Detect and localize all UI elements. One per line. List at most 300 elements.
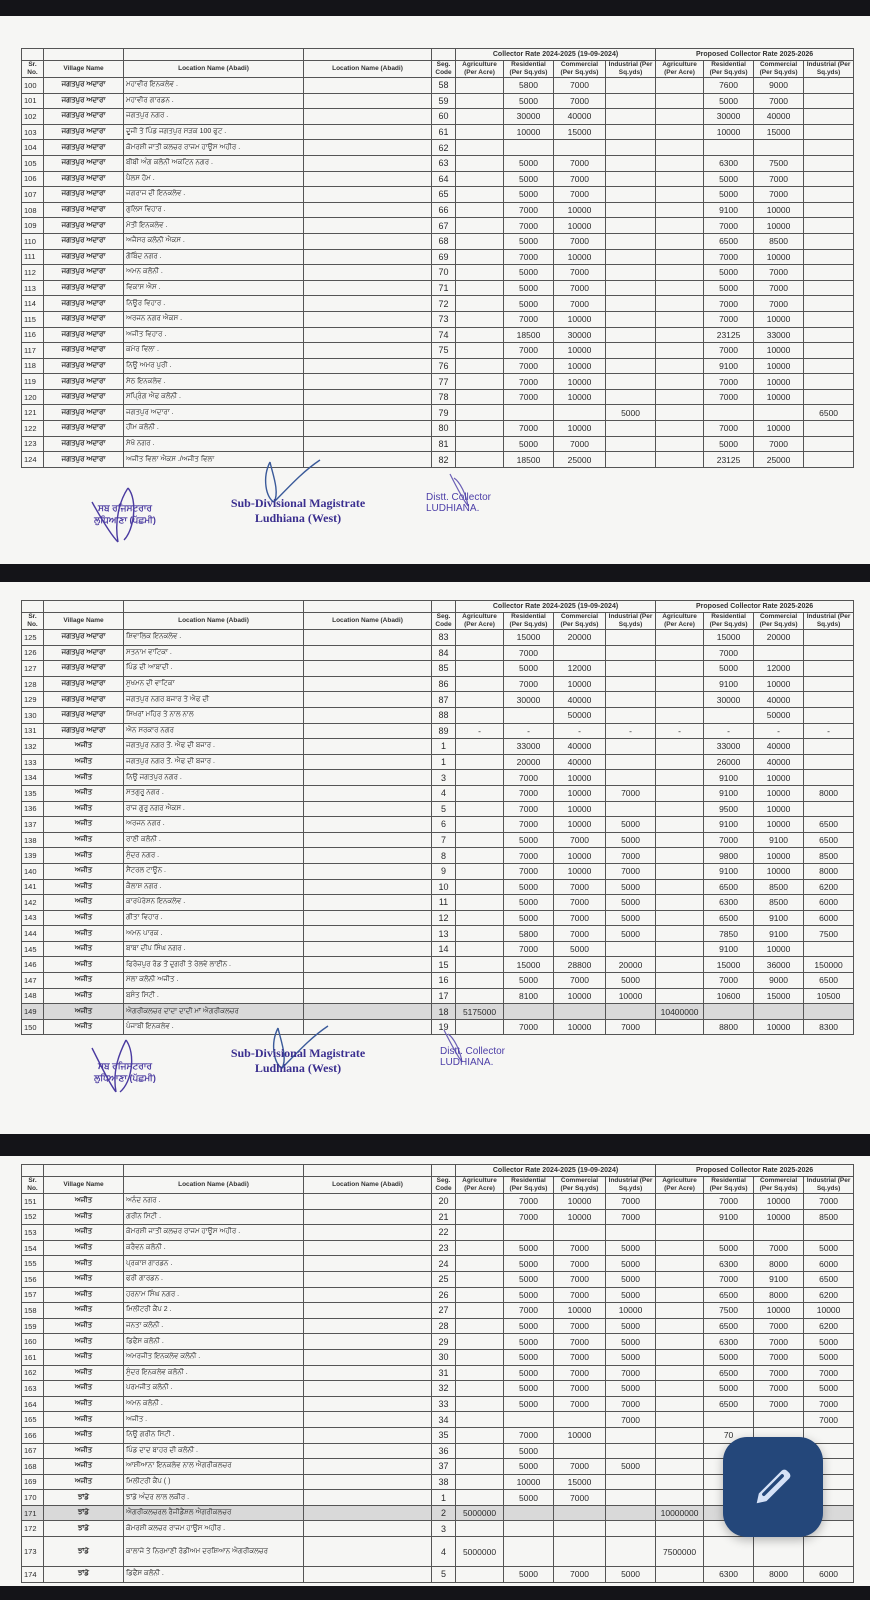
sr-no-cell: 129 [22, 692, 44, 708]
proposed-commercial-cell [754, 645, 804, 661]
proposed-commercial-cell [754, 140, 804, 156]
location-name-cell: ਫਿਰੋਜ਼ਪੁਰ ਰੋਡ ਤੋਂ ਦੁਗਰੀ ਤੇ ਰੇਲਵੇ ਲਾਈਨ . [124, 957, 304, 973]
current-commercial-cell [554, 1537, 606, 1567]
location-name-2-cell [304, 630, 432, 646]
village-name-cell: ਅਜੀਤ [44, 1287, 124, 1303]
current-agriculture-cell [456, 645, 504, 661]
header-village-name: Village Name [44, 61, 124, 78]
sdm-office: Ludhiana (West) [254, 1061, 342, 1075]
proposed-agriculture-cell [656, 863, 704, 879]
proposed-commercial-cell [754, 405, 804, 421]
current-commercial-cell: 10000 [554, 343, 606, 359]
current-agriculture-cell [456, 785, 504, 801]
table-row [22, 124, 854, 140]
location-name-2-cell [304, 801, 432, 817]
current-commercial-cell: 10000 [554, 1303, 606, 1319]
sr-no-cell: 117 [22, 343, 44, 359]
proposed-agriculture-cell [656, 1303, 704, 1319]
current-industrial-cell [606, 645, 656, 661]
header-proposed-agriculture: Agriculture (Per Acre) [656, 61, 704, 78]
current-industrial-cell: 5000 [606, 1240, 656, 1256]
proposed-agriculture-cell [656, 770, 704, 786]
proposed-industrial-cell [804, 1225, 854, 1241]
proposed-agriculture-cell [656, 785, 704, 801]
proposed-commercial-cell: 10000 [754, 941, 804, 957]
current-industrial-cell: 5000 [606, 817, 656, 833]
current-commercial-cell: 10000 [554, 249, 606, 265]
table-row [22, 421, 854, 437]
proposed-residential-cell: 6500 [704, 1318, 754, 1334]
location-name-2-cell [304, 1381, 432, 1397]
location-name-2-cell [304, 155, 432, 171]
header-current-agriculture: Agriculture (Per Acre) [456, 1177, 504, 1194]
proposed-residential-cell: 9100 [704, 358, 754, 374]
table-row [22, 265, 854, 281]
current-residential-cell: 7000 [504, 848, 554, 864]
seg-code-cell: 12 [432, 910, 456, 926]
proposed-industrial-cell [804, 265, 854, 281]
sr-no-cell: 103 [22, 124, 44, 140]
seg-code-cell: 62 [432, 140, 456, 156]
location-name-cell: ਗੋਬਿੰਦ ਨਗਰ . [124, 249, 304, 265]
village-name-cell: ਝਾਂਡੇ [44, 1490, 124, 1506]
table-row [22, 630, 854, 646]
proposed-commercial-cell: 40000 [754, 109, 804, 125]
dc-office: LUDHIANA. [440, 1057, 494, 1068]
location-name-2-cell [304, 280, 432, 296]
current-agriculture-cell [456, 358, 504, 374]
header-village-name: Village Name [44, 1177, 124, 1194]
sdm-designation [218, 496, 378, 526]
sr-no-cell: 120 [22, 389, 44, 405]
current-commercial-cell: 50000 [554, 707, 606, 723]
proposed-commercial-cell: 8000 [754, 1256, 804, 1272]
current-industrial-cell: 5000 [606, 1256, 656, 1272]
location-name-cell: ਪੰਜਾਬੀ ਇਨਕਲੇਵ . [124, 1019, 304, 1035]
proposed-commercial-cell: 40000 [754, 692, 804, 708]
village-name-cell: ਜਗਤਪੁਰ ਅਦਾਰਾ [44, 405, 124, 421]
current-industrial-cell [606, 707, 656, 723]
location-name-2-cell [304, 327, 432, 343]
current-agriculture-cell [456, 1459, 504, 1475]
seg-code-cell: 15 [432, 957, 456, 973]
proposed-agriculture-cell [656, 1240, 704, 1256]
current-industrial-cell: 5000 [606, 832, 656, 848]
table-row [22, 187, 854, 203]
dc-title: Distt. Collector [440, 1046, 506, 1057]
location-name-cell: ਸੇਠ ਇਨਕਲੇਵ . [124, 374, 304, 390]
current-commercial-cell [554, 140, 606, 156]
table-row [22, 785, 854, 801]
table-row [22, 155, 854, 171]
current-industrial-cell: 7000 [606, 1365, 656, 1381]
location-name-cell: ਅਰਜਨ ਨਗਰ . [124, 817, 304, 833]
proposed-agriculture-cell [656, 93, 704, 109]
proposed-industrial-cell: 5000 [804, 1240, 854, 1256]
header-village-name: Village Name [44, 613, 124, 630]
current-agriculture-cell [456, 1349, 504, 1365]
village-name-cell: ਝਾਂਡੇ [44, 1521, 124, 1537]
location-name-2-cell [304, 1256, 432, 1272]
proposed-commercial-cell: 50000 [754, 707, 804, 723]
proposed-industrial-cell [804, 202, 854, 218]
current-industrial-cell [606, 389, 656, 405]
current-commercial-cell [554, 1521, 606, 1537]
table-row [22, 1256, 854, 1272]
proposed-industrial-cell: 6000 [804, 910, 854, 926]
current-residential-cell: 7000 [504, 1194, 554, 1210]
sr-no-cell: 157 [22, 1287, 44, 1303]
header-seg-code: Seg. Code [432, 61, 456, 78]
header-proposed-industrial: Industrial (Per Sq.yds) [804, 1177, 854, 1194]
village-name-cell: ਅਜੀਤ [44, 910, 124, 926]
current-industrial-cell [606, 343, 656, 359]
sr-no-cell: 106 [22, 171, 44, 187]
proposed-agriculture-cell [656, 327, 704, 343]
current-commercial-cell: 10000 [554, 421, 606, 437]
location-name-2-cell [304, 1334, 432, 1350]
location-name-cell: ਕੈਲਾਸ਼ ਨਗਰ . [124, 879, 304, 895]
proposed-agriculture-cell [656, 1209, 704, 1225]
top-bar [0, 0, 870, 16]
location-name-cell: ਵਿਕਾਸ ਐਸ . [124, 280, 304, 296]
seg-code-cell: 14 [432, 941, 456, 957]
current-agriculture-cell [456, 311, 504, 327]
village-name-cell: ਅਜੀਤ [44, 817, 124, 833]
proposed-commercial-cell: 7000 [754, 187, 804, 203]
seg-code-cell: 5 [432, 801, 456, 817]
current-agriculture-cell [456, 1412, 504, 1428]
current-agriculture-cell [456, 832, 504, 848]
current-commercial-cell: 10000 [554, 676, 606, 692]
sr-no-cell: 173 [22, 1537, 44, 1567]
proposed-commercial-cell: 8500 [754, 879, 804, 895]
current-industrial-cell: 7000 [606, 863, 656, 879]
proposed-agriculture-cell [656, 1567, 704, 1583]
proposed-industrial-cell: 6500 [804, 405, 854, 421]
table-row [22, 739, 854, 755]
location-name-cell: ਅਨੰਦ ਨਗਰ . [124, 1194, 304, 1210]
current-commercial-cell: 25000 [554, 452, 606, 468]
current-agriculture-cell [456, 1271, 504, 1287]
location-name-2-cell [304, 863, 432, 879]
location-name-cell: ਪ੍ਰਕਾਸ਼ ਗਾਰਡਨ . [124, 1256, 304, 1272]
current-residential-cell: - [504, 723, 554, 739]
proposed-residential-cell: 15000 [704, 630, 754, 646]
proposed-commercial-cell: 10000 [754, 218, 804, 234]
location-name-2-cell [304, 1427, 432, 1443]
current-agriculture-cell [456, 327, 504, 343]
proposed-commercial-cell: 7000 [754, 1396, 804, 1412]
current-agriculture-cell [456, 78, 504, 94]
village-name-cell: ਜਗਤਪੁਰ ਅਦਾਰਾ [44, 421, 124, 437]
proposed-agriculture-cell [656, 171, 704, 187]
current-residential-cell: 5000 [504, 1349, 554, 1365]
proposed-agriculture-cell [656, 676, 704, 692]
current-residential-cell: 5000 [504, 1240, 554, 1256]
location-name-cell: ਕੋਮਰਸ਼ੀ ਜਾਤੀ ਕਲਚਰ ਰਾਜਮ ਹਾਊਸ ਅਹੀਰ . [124, 140, 304, 156]
table-row [22, 941, 854, 957]
proposed-agriculture-cell [656, 1427, 704, 1443]
seg-code-cell: 1 [432, 1490, 456, 1506]
current-residential-cell: 33000 [504, 739, 554, 755]
seg-code-cell: 18 [432, 1004, 456, 1020]
current-commercial-cell: 7000 [554, 1381, 606, 1397]
current-residential-cell: 5000 [504, 1381, 554, 1397]
proposed-agriculture-cell [656, 879, 704, 895]
current-residential-cell: 5000 [504, 280, 554, 296]
seg-code-cell: 9 [432, 863, 456, 879]
proposed-residential-cell [704, 1004, 754, 1020]
village-name-cell: ਜਗਤਪੁਰ ਅਦਾਰਾ [44, 140, 124, 156]
current-industrial-cell [606, 358, 656, 374]
current-industrial-cell: 7000 [606, 1209, 656, 1225]
bottom-bar [0, 1586, 870, 1600]
current-industrial-cell [606, 1427, 656, 1443]
proposed-industrial-cell: 6200 [804, 879, 854, 895]
current-agriculture-cell [456, 1303, 504, 1319]
village-name-cell: ਜਗਤਪੁਰ ਅਦਾਰਾ [44, 218, 124, 234]
location-name-cell: ਸਿਖਰਾਂ ਮਹਿਰ ਤੇ ਨਾਲ ਨਾਲ [124, 707, 304, 723]
table-row [22, 1303, 854, 1319]
proposed-industrial-cell: 8500 [804, 1209, 854, 1225]
proposed-agriculture-cell [656, 124, 704, 140]
proposed-agriculture-cell [656, 848, 704, 864]
table-row [22, 202, 854, 218]
current-industrial-cell [606, 661, 656, 677]
location-name-2-cell [304, 1194, 432, 1210]
proposed-industrial-cell [804, 296, 854, 312]
seg-code-cell: 7 [432, 832, 456, 848]
village-name-cell: ਅਜੀਤ [44, 848, 124, 864]
proposed-agriculture-cell [656, 405, 704, 421]
current-residential-cell: 10000 [504, 1474, 554, 1490]
village-name-cell: ਜਗਤਪੁਰ ਅਦਾਰਾ [44, 124, 124, 140]
stamp-line-2: ਲੁਧਿਆਣਾ (ਪੱਛਮੀ) [94, 1073, 156, 1083]
village-name-cell: ਅਜੀਤ [44, 1271, 124, 1287]
table-row [22, 1334, 854, 1350]
current-agriculture-cell [456, 1567, 504, 1583]
table-row [22, 801, 854, 817]
table-group-header-row [22, 49, 854, 61]
proposed-commercial-cell: 10000 [754, 1303, 804, 1319]
current-commercial-cell: 10000 [554, 848, 606, 864]
sr-no-cell: 162 [22, 1365, 44, 1381]
proposed-agriculture-cell: 7500000 [656, 1537, 704, 1567]
proposed-agriculture-cell [656, 1365, 704, 1381]
proposed-industrial-cell: - [804, 723, 854, 739]
current-commercial-cell: 30000 [554, 327, 606, 343]
proposed-industrial-cell [804, 140, 854, 156]
sr-no-cell: 126 [22, 645, 44, 661]
location-name-cell: ਜਗਰਾਜ ਦੀ ਇਨਕਲੇਵ . [124, 187, 304, 203]
stamp-line-1: ਸਬ ਰਜਿਸਟਰਾਰ [98, 503, 152, 513]
current-agriculture-cell [456, 879, 504, 895]
seg-code-cell: 65 [432, 187, 456, 203]
proposed-agriculture-cell [656, 218, 704, 234]
proposed-commercial-cell: 10000 [754, 801, 804, 817]
pencil-icon [750, 1464, 796, 1510]
current-industrial-cell [606, 436, 656, 452]
table-row [22, 343, 854, 359]
location-name-cell: ਸੇਖੋ ਨਗਰ . [124, 436, 304, 452]
proposed-residential-cell: 7000 [704, 311, 754, 327]
table-row [22, 1567, 854, 1583]
current-residential-cell: 5000 [504, 171, 554, 187]
proposed-residential-cell: 6500 [704, 910, 754, 926]
seg-code-cell: 38 [432, 1474, 456, 1490]
location-name-2-cell [304, 78, 432, 94]
current-agriculture-cell [456, 801, 504, 817]
proposed-residential-cell: 30000 [704, 692, 754, 708]
proposed-agriculture-cell [656, 265, 704, 281]
proposed-agriculture-cell [656, 895, 704, 911]
current-commercial-cell: 7000 [554, 280, 606, 296]
table-row [22, 1209, 854, 1225]
seg-code-cell: 60 [432, 109, 456, 125]
current-industrial-cell: 5000 [606, 1459, 656, 1475]
sr-no-cell: 107 [22, 187, 44, 203]
proposed-commercial-cell: 7000 [754, 1365, 804, 1381]
location-name-cell: ਮਿਲੀਟਰੀ ਕੈਂਪ 2 . [124, 1303, 304, 1319]
location-name-cell: ਪਰਮਜੀਤ ਕਲੋਨੀ . [124, 1381, 304, 1397]
location-name-cell: ਕਮੇਰ ਵਿਲਾ . [124, 343, 304, 359]
proposed-residential-cell: 5000 [704, 661, 754, 677]
sr-no-cell: 101 [22, 93, 44, 109]
proposed-industrial-cell: 8000 [804, 863, 854, 879]
current-industrial-cell [606, 155, 656, 171]
sr-no-cell: 130 [22, 707, 44, 723]
current-commercial-cell: 7000 [554, 1490, 606, 1506]
empty-header-cell [44, 1165, 124, 1177]
sr-no-cell: 128 [22, 676, 44, 692]
proposed-residential-cell: 5000 [704, 1349, 754, 1365]
current-commercial-cell: 10000 [554, 311, 606, 327]
proposed-agriculture-cell [656, 78, 704, 94]
village-name-cell: ਜਗਤਪੁਰ ਅਦਾਰਾ [44, 436, 124, 452]
location-name-cell: ਜਗਤਪੁਰ ਨਗਰ . [124, 109, 304, 125]
current-residential-cell: 5000 [504, 1443, 554, 1459]
table-row [22, 1194, 854, 1210]
table-row [22, 1381, 854, 1397]
table-row [22, 311, 854, 327]
proposed-agriculture-cell [656, 692, 704, 708]
current-industrial-cell [606, 754, 656, 770]
current-industrial-cell [606, 109, 656, 125]
edit-fab-button[interactable] [723, 1437, 823, 1537]
proposed-residential-cell: 7000 [704, 343, 754, 359]
proposed-commercial-cell: 40000 [754, 754, 804, 770]
proposed-residential-cell: 6500 [704, 233, 754, 249]
current-agriculture-cell [456, 296, 504, 312]
current-residential-cell: 7000 [504, 645, 554, 661]
proposed-agriculture-cell [656, 817, 704, 833]
header-current-residential: Residential (Per Sq.yds) [504, 613, 554, 630]
proposed-industrial-cell [804, 739, 854, 755]
current-commercial-cell: 7000 [554, 1396, 606, 1412]
current-commercial-cell: 10000 [554, 202, 606, 218]
sr-no-cell: 125 [22, 630, 44, 646]
sr-no-cell: 160 [22, 1334, 44, 1350]
proposed-commercial-cell: 9000 [754, 78, 804, 94]
proposed-industrial-cell [804, 374, 854, 390]
current-commercial-cell: 7000 [554, 926, 606, 942]
sr-no-cell: 141 [22, 879, 44, 895]
current-residential-cell [504, 1004, 554, 1020]
proposed-residential-cell: 7000 [704, 218, 754, 234]
current-agriculture-cell [456, 140, 504, 156]
current-industrial-cell [606, 218, 656, 234]
proposed-industrial-cell: 7000 [804, 1396, 854, 1412]
header-location-name-2: Location Name (Abadi) [304, 1177, 432, 1194]
location-name-cell: ਅਜੀਤ ਵਿਹਾਰ . [124, 327, 304, 343]
current-residential-cell: 7000 [504, 202, 554, 218]
location-name-cell: ਸਤਗੁਰੂ ਨਗਰ . [124, 785, 304, 801]
table-row [22, 280, 854, 296]
location-name-cell: ਜਨਤਾ ਕਲੋਨੀ . [124, 1318, 304, 1334]
proposed-residential-cell: 5000 [704, 280, 754, 296]
seg-code-cell: 71 [432, 280, 456, 296]
current-residential-cell: 5800 [504, 926, 554, 942]
location-name-2-cell [304, 1490, 432, 1506]
proposed-commercial-cell: 8000 [754, 1287, 804, 1303]
proposed-commercial-cell: 36000 [754, 957, 804, 973]
current-residential-cell [504, 405, 554, 421]
district-collector-designation [426, 492, 526, 514]
sr-no-cell: 139 [22, 848, 44, 864]
seg-code-cell: 26 [432, 1287, 456, 1303]
proposed-commercial-cell: 8500 [754, 895, 804, 911]
proposed-industrial-cell [804, 311, 854, 327]
proposed-commercial-cell: 7500 [754, 155, 804, 171]
current-agriculture-cell [456, 1225, 504, 1241]
current-commercial-cell: 10000 [554, 218, 606, 234]
current-industrial-cell: 10000 [606, 1303, 656, 1319]
header-sr-no: Sr. No. [22, 613, 44, 630]
current-commercial-cell: 10000 [554, 358, 606, 374]
proposed-commercial-cell: 10000 [754, 389, 804, 405]
header-location-name: Location Name (Abadi) [124, 613, 304, 630]
location-name-cell: ਅਮਨ ਪਾਰਕ . [124, 926, 304, 942]
location-name-cell: ਕੋਮਰਸ਼ੀ ਜਾਤੀ ਕਲਚਰ ਰਾਜਮ ਹਾਊਸ ਅਹੀਰ . [124, 1225, 304, 1241]
proposed-commercial-cell: 7000 [754, 171, 804, 187]
current-commercial-cell: 7000 [554, 879, 606, 895]
proposed-industrial-cell: 7000 [804, 1194, 854, 1210]
location-name-cell: ਡਿਫੈਂਸ ਕਲੋਨੀ . [124, 1334, 304, 1350]
table-group-header-row [22, 1165, 854, 1177]
seg-code-cell: 88 [432, 707, 456, 723]
current-agriculture-cell [456, 692, 504, 708]
current-commercial-cell: 7000 [554, 1334, 606, 1350]
current-agriculture-cell [456, 249, 504, 265]
proposed-agriculture-cell [656, 1521, 704, 1537]
rate-table [21, 600, 854, 1035]
current-industrial-cell [606, 941, 656, 957]
signature-block [0, 1034, 870, 1114]
location-name-2-cell [304, 1459, 432, 1475]
sr-no-cell: 142 [22, 895, 44, 911]
current-commercial-cell: 7000 [554, 155, 606, 171]
village-name-cell: ਅਜੀਤ [44, 739, 124, 755]
location-name-cell: ਸਤਨਾਮ ਵਾਟਿਕਾ . [124, 645, 304, 661]
proposed-residential-cell: 9100 [704, 817, 754, 833]
proposed-commercial-cell [754, 1537, 804, 1567]
current-commercial-cell: 10000 [554, 1194, 606, 1210]
current-agriculture-cell [456, 202, 504, 218]
village-name-cell: ਅਜੀਤ [44, 988, 124, 1004]
proposed-residential-cell [704, 1225, 754, 1241]
table-row [22, 1004, 854, 1020]
